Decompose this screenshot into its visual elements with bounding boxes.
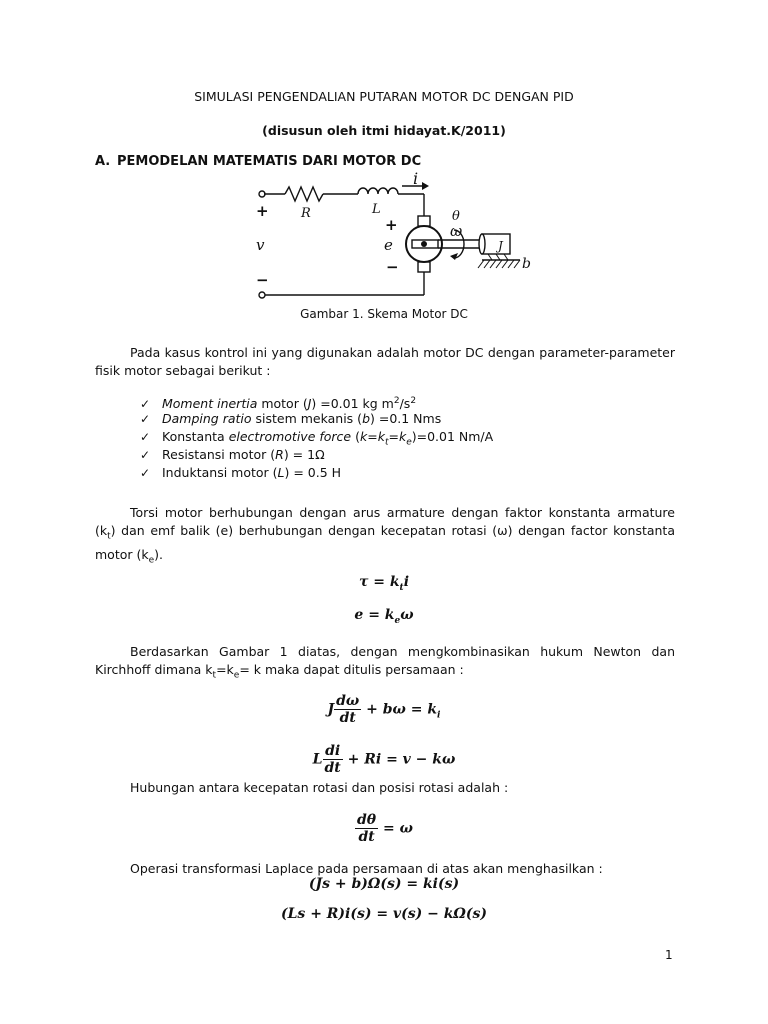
inductor-symbol [358,188,398,194]
paragraph-laplace: Operasi transformasi Laplace pada persamaan di atas akan menghasilkan : [130,861,603,876]
label-J: J [498,239,503,253]
label-omega: ω [450,222,463,240]
checkmark-icon: ✓ [140,466,151,480]
inertia-load [482,234,510,254]
list-item: ✓ Konstanta electromotive force $(k=k_t=k_e)=0.01$ Nm/A [140,429,494,448]
checkmark-icon: ✓ [140,397,151,412]
equation-mechanical: J $\frac{d\omega}{dt}$ + $b\omega = k_i$ [327,693,441,726]
paragraph-torque: Torsi motor berhubungan dengan arus armature dengan faktor konstanta armature $(k_t)$ dan emf balik (e) berhubungan dengan kecepatan rotasi (ω) dengan factor konstanta motor $(k_e)$. [95,505,675,565]
list-item: ✓ Induktansi motor (L) = 0.5 H [140,465,342,480]
motor-center-dot [421,241,427,247]
paragraph-intro: Pada kasus kontrol ini yang digunakan adalah motor DC dengan parameter-parameter fisik motor sebagai berikut : [95,345,675,378]
terminal-bottom [259,292,265,298]
list-item: ✓ Damping ratio sistem mekanis (b) =0.1 Nms [140,411,442,426]
label-R: R [301,206,311,221]
current-arrow-head [422,182,429,190]
checkmark-icon: ✓ [140,430,151,444]
label-plus-e: + [385,216,398,234]
fraction: $\frac{di}{dt}$ [324,743,341,776]
equation-laplace-mechanical: (Js + b)Ω(s) = ki(s) [308,876,460,892]
fraction: $\frac{d\theta}{dt}$ [357,812,377,845]
list-item: ✓ Resistansi motor (R) = 1Ω [140,447,325,462]
label-minus-left: − [256,271,269,289]
inertia-load-face [479,234,485,254]
checkmark-icon: ✓ [140,412,151,426]
damping-hatching [478,254,520,268]
equation-laplace-electrical: (Ls + R)i(s) = v(s) − kΩ(s) [280,906,488,922]
list-item: ✓ Moment inertia motor (J) =0.01 kg $m^2/s^2$ [140,396,417,412]
motor-brush-top [418,216,430,226]
page-number: 1 [665,948,673,962]
checkmark-icon: ✓ [140,448,151,462]
label-plus-left: + [256,202,269,220]
label-e: e [384,236,393,254]
label-v: v [256,236,265,254]
label-b: b [522,256,531,272]
label-i: i [413,169,419,188]
document-subtitle: (disusun oleh itmi hidayat.K/2011) [262,123,506,138]
equation-electrical: L $\frac{di}{dt}$ + Ri = v − kω [312,743,456,776]
equation-torque: $\tau = k_ti$ [358,574,410,593]
paragraph-newton-kirchhoff: Berdasarkan Gambar 1 diatas, dengan mengkombinasikan hukum Newton dan Kirchhoff dimana $k_t=k_e= k$ maka dapat ditulis persamaan : [95,644,675,681]
equation-position: $\frac{d\theta}{dt}$ = ω [357,812,413,845]
parameter-list [140,392,493,482]
motor-brush-bottom [418,262,430,272]
rotation-arrow-head [450,253,458,260]
figure-caption: Gambar 1. Skema Motor DC [300,307,468,321]
paragraph-rotation: Hubungan antara kecepatan rotasi dan posisi rotasi adalah : [130,780,509,795]
label-L: L [372,202,381,217]
label-theta: θ [452,209,460,224]
dc-motor-schematic [250,168,540,308]
resistor-symbol [285,187,323,201]
section-heading [95,154,421,169]
fraction: $\frac{d\omega}{dt}$ [336,693,360,726]
section-title: PEMODELAN MATEMATIS DARI MOTOR DC [117,154,422,169]
label-minus-e: − [386,258,399,276]
section-number: A. [95,154,111,169]
document-title: SIMULASI PENGENDALIAN PUTARAN MOTOR DC DENGAN PID [194,89,574,104]
equation-emf: $e = k_e\omega$ [354,607,414,626]
